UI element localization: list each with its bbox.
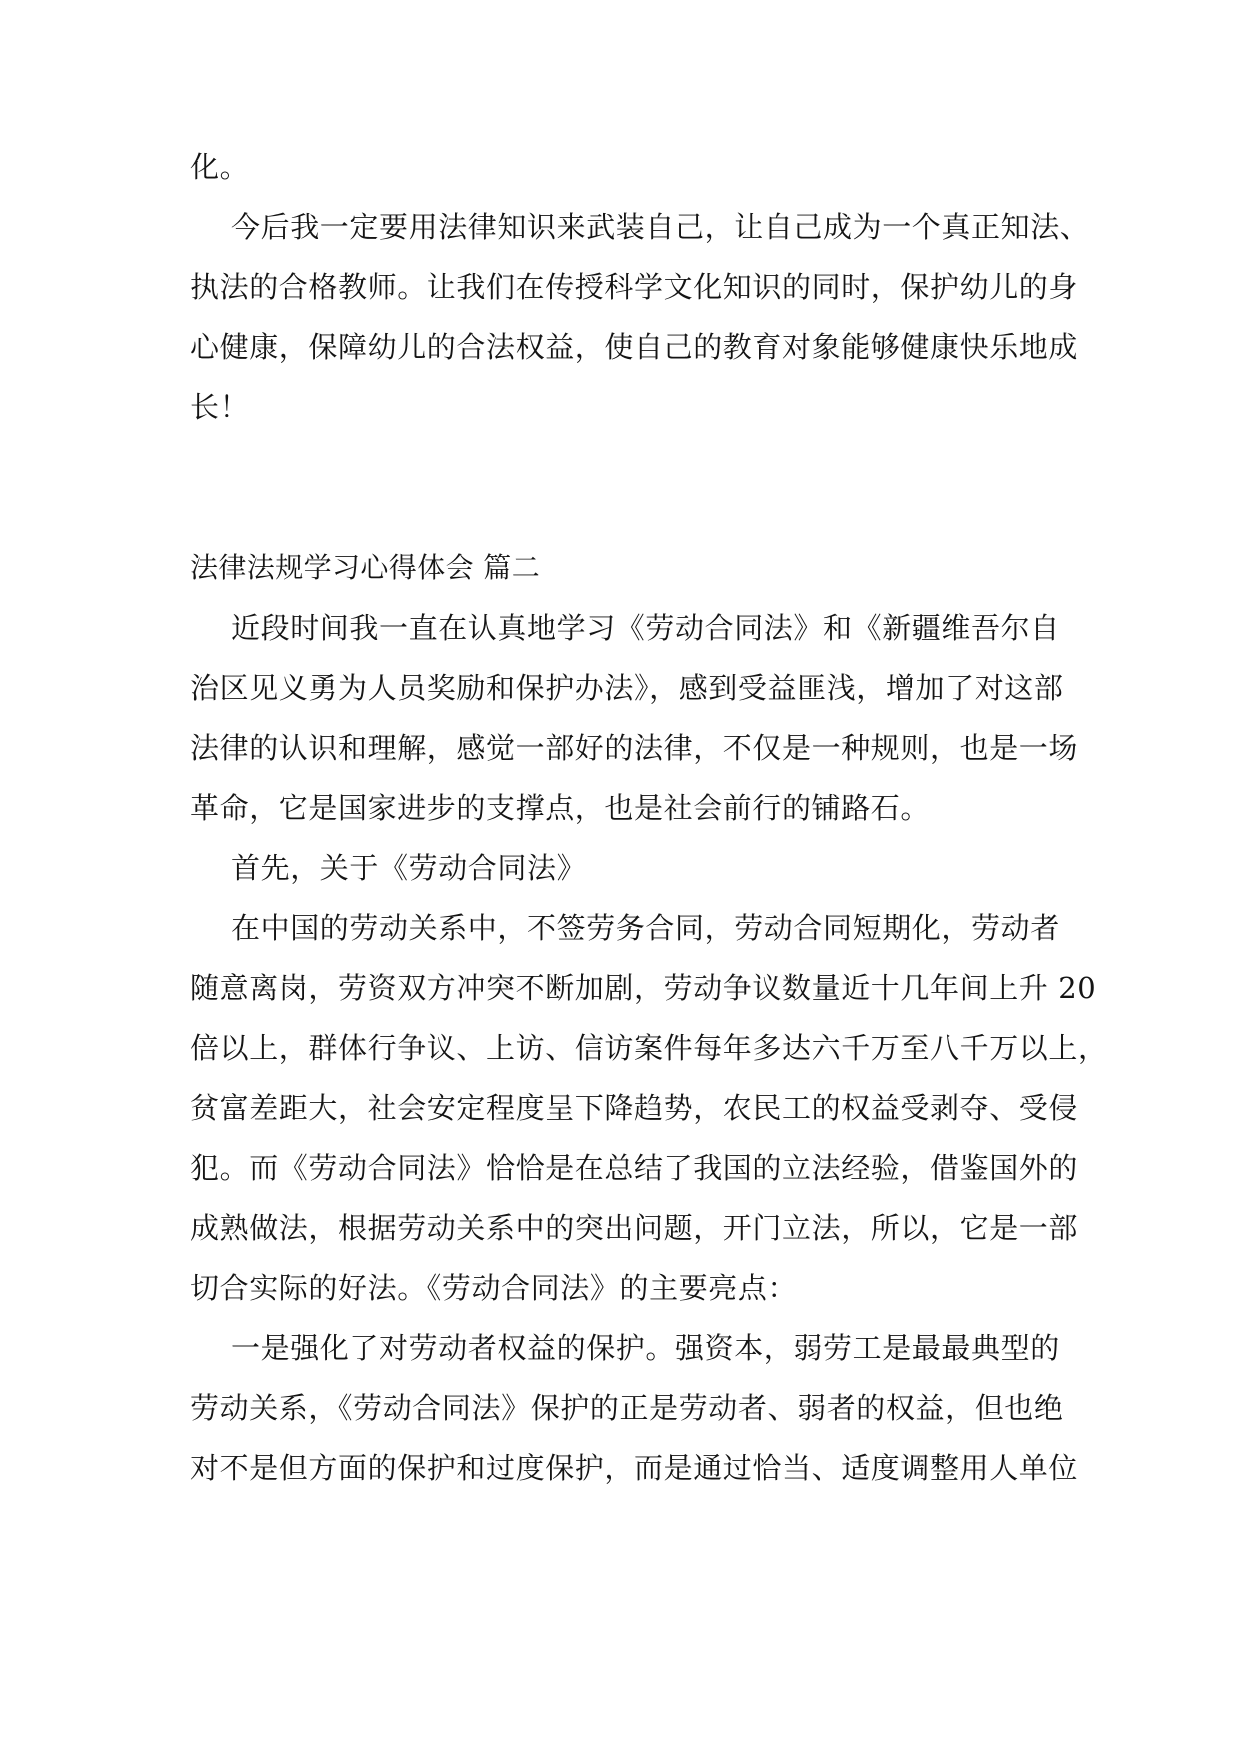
- section-heading: 法律法规学习心得体会 篇二: [190, 551, 541, 584]
- text-line: 随意离岗，劳资双方冲突不断加剧，劳动争议数量近十几年间上升 20: [190, 971, 1097, 1005]
- text-line: 今后我一定要用法律知识来武装自己，让自己成为一个真正知法、: [231, 210, 1090, 244]
- text-line: 革命，它是国家进步的支撑点，也是社会前行的铺路石。: [190, 791, 931, 825]
- text-line: 一是强化了对劳动者权益的保护。强资本，弱劳工是最最典型的: [231, 1331, 1060, 1365]
- text-line: 成熟做法，根据劳动关系中的突出问题，开门立法，所以，它是一部: [190, 1211, 1079, 1245]
- text-line: 法律的认识和理解，感觉一部好的法律，不仅是一种规则，也是一场: [190, 731, 1079, 765]
- text-line: 首先，关于《劳动合同法》: [231, 851, 587, 885]
- text-line: 在中国的劳动关系中，不签劳务合同，劳动合同短期化，劳动者: [231, 911, 1060, 945]
- text-line: 犯。而《劳动合同法》恰恰是在总结了我国的立法经验，借鉴国外的: [190, 1151, 1079, 1185]
- text-line: 长！: [190, 390, 250, 424]
- text-line: 贫富差距大，社会安定程度呈下降趋势，农民工的权益受剥夺、受侵: [190, 1091, 1079, 1125]
- text-line: 治区见义勇为人员奖励和保护办法》，感到受益匪浅，增加了对这部: [190, 671, 1064, 705]
- text-line: 近段时间我一直在认真地学习《劳动合同法》和《新疆维吾尔自: [231, 611, 1060, 645]
- text-line: 对不是但方面的保护和过度保护，而是通过恰当、适度调整用人单位: [190, 1451, 1079, 1485]
- text-line: 切合实际的好法。《劳动合同法》的主要亮点：: [190, 1271, 798, 1305]
- text-line: 劳动关系，《劳动合同法》保护的正是劳动者、弱者的权益，但也绝: [190, 1391, 1064, 1425]
- text-line: 心健康，保障幼儿的合法权益，使自己的教育对象能够健康快乐地成: [190, 330, 1079, 364]
- text-line: 化。: [190, 150, 250, 184]
- text-line: 执法的合格教师。让我们在传授科学文化知识的同时，保护幼儿的身: [190, 270, 1079, 304]
- text-line: 倍以上，群体行争议、上访、信访案件每年多达六千万至八千万以上，: [190, 1031, 1108, 1065]
